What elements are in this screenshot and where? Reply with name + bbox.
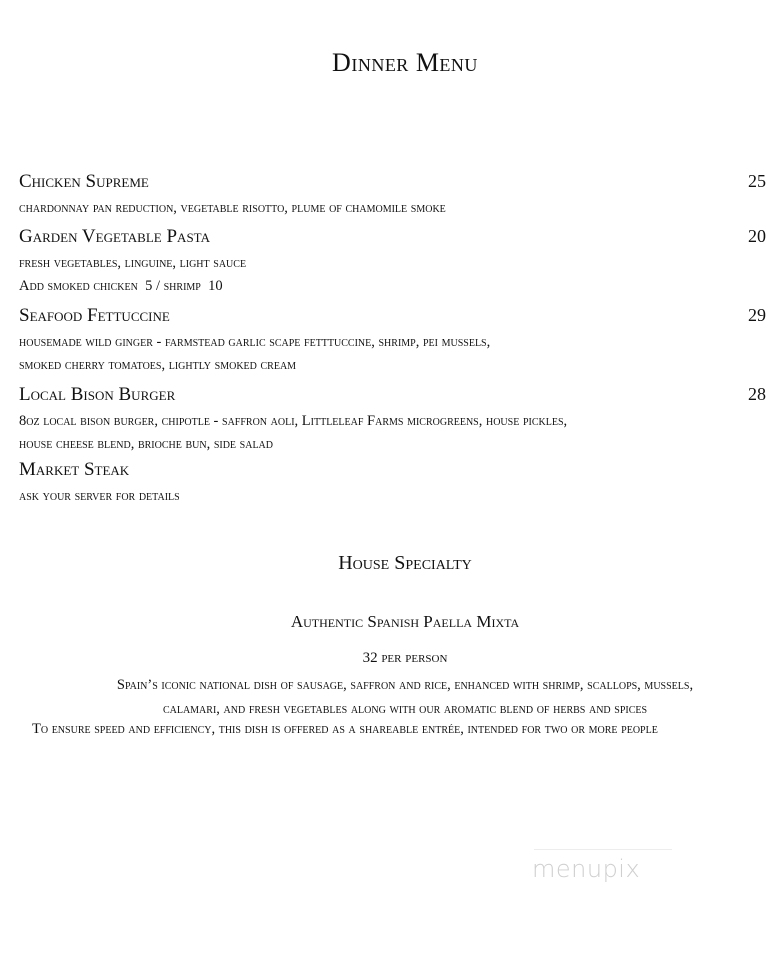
watermark-divider — [534, 849, 672, 850]
item-name: Seafood Fettuccine — [19, 305, 170, 326]
menu-title: Dinner Menu — [332, 48, 478, 77]
specialty-description — [0, 674, 766, 721]
specialty-price: 32 per person — [362, 650, 448, 666]
item-description: chardonnay pan reduction, vegetable risotto, plume of chamomile smoke — [19, 200, 446, 216]
item-description: house cheese blend, brioche bun, side salad — [19, 436, 274, 452]
item-price: 20 — [748, 226, 766, 246]
item-name: Garden Vegetable Pasta — [19, 226, 210, 247]
item-description: fresh vegetables, linguine, light sauce — [19, 255, 247, 271]
specialty-note: To ensure speed and efficiency, this dish is offered as a shareable entrée, intended for two or more people — [32, 721, 658, 737]
menu-item-market-steak — [19, 459, 766, 508]
menu-item-seafood-fettuccine — [19, 305, 766, 377]
item-name: Local Bison Burger — [19, 384, 176, 405]
item-price: 29 — [748, 305, 766, 325]
item-name: Chicken Supreme — [19, 171, 149, 192]
item-description: 8oz local bison burger, chipotle - saffron aoli, Littleleaf Farms microgreens, house pickles, — [19, 413, 568, 429]
menu-item-garden-vegetable-pasta — [19, 226, 766, 298]
item-price: 28 — [748, 384, 766, 404]
specialty-description-line: calamari, and fresh vegetables along with our aromatic blend of herbs and spices — [162, 700, 648, 717]
item-description: ask your server for details — [19, 488, 180, 504]
specialty-description-line: Spain’s iconic national dish of sausage, saffron and rice, enhanced with shrimp, scallops, mussels, — [116, 677, 694, 693]
item-price: 25 — [748, 171, 766, 191]
item-name: Market Steak — [19, 459, 130, 480]
menupix-watermark: menupix — [532, 855, 641, 883]
specialty-name: Authentic Spanish Paella Mixta — [290, 612, 520, 631]
section-heading-house-specialty: House Specialty — [338, 552, 472, 574]
menu-item-local-bison-burger — [19, 384, 766, 456]
menu-item-chicken-supreme — [19, 171, 766, 220]
item-description: smoked cherry tomatoes, lightly smoked cream — [19, 357, 297, 373]
item-addon: Add smoked chicken 5 / shrimp 10 — [19, 278, 223, 294]
item-description: housemade wild ginger - farmstead garlic scape fetttuccine, shrimp, pei mussels, — [19, 334, 491, 350]
